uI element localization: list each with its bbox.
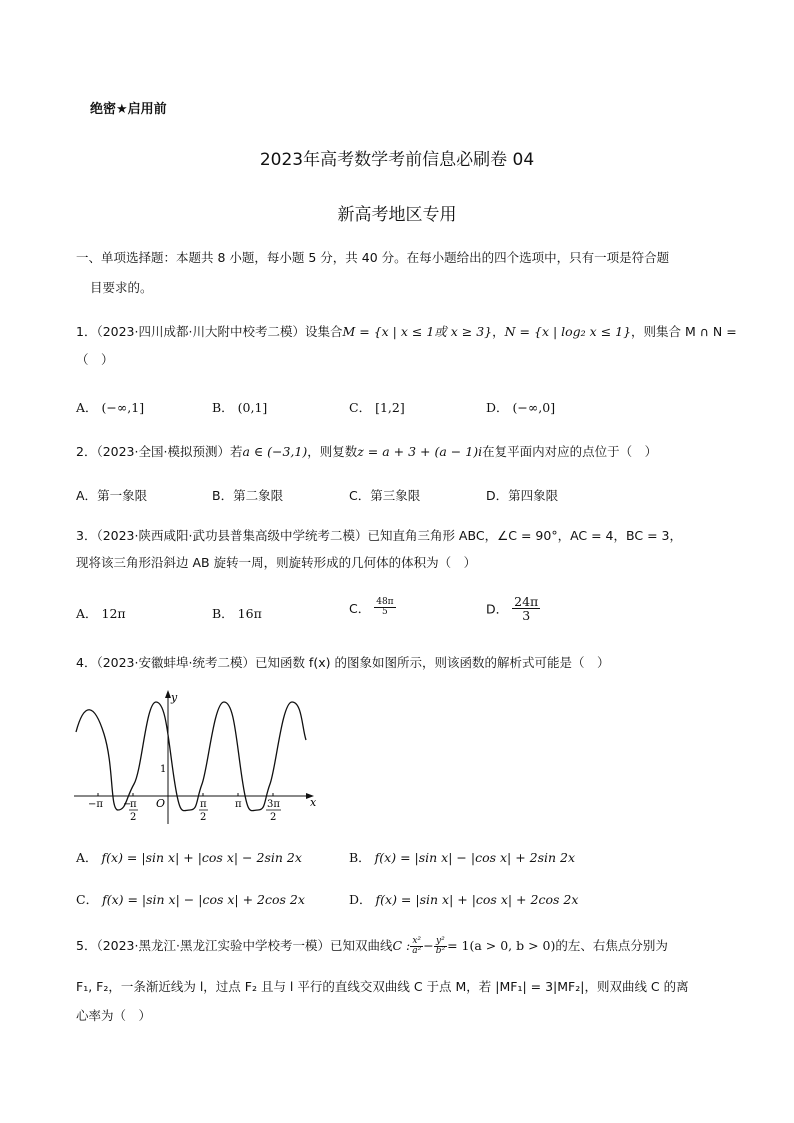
option-fraction [374,598,395,618]
option-label: A． [76,488,98,503]
option-label: C． [349,600,371,616]
option-label: D． [486,400,509,415]
option-text: f(x) = |sin x| − |cos x| + 2sin 2x [374,850,576,865]
option-b [212,486,283,504]
option-a [76,486,147,504]
fraction-numerator: y² [434,937,447,947]
option-label: A． [76,606,98,621]
fraction-denominator: 3 [522,608,531,624]
separator: ， [492,324,505,339]
option-fraction [512,595,540,622]
option-a [76,398,144,416]
option-text: [1,2] [375,400,405,415]
answer-paren: （ ） [76,352,114,367]
function-curve [76,702,306,811]
option-text: 12π [101,606,126,621]
fraction-denominator: a² [412,946,422,956]
question-5-line2: F₁, F₂，一条渐近线为 l，过点 F₂ 且与 l 平行的直线交双曲线 C 于点 M，若 |MF₁| = 3|MF₂|，则双曲线 C 的离 [76,979,689,994]
option-label: C． [349,488,371,503]
option-label: B． [349,850,371,865]
tick-label-neg-half-pi-den: 2 [130,812,137,823]
option-c [349,598,396,618]
option-c [76,890,305,908]
option-label: D． [486,601,509,617]
question-tail: ，则集合 M ∩ N = [631,324,737,339]
tick-label-3half-pi-den: 2 [270,812,277,823]
option-label: D． [349,892,372,907]
option-text: 第二象限 [233,488,284,503]
tick-label-pi: π [235,799,242,810]
option-d [486,595,540,622]
fraction-numerator: x² [410,937,423,947]
option-label: B． [212,606,234,621]
set-m-expression: M = {x | x ≤ 1或 x ≥ 3} [342,324,493,339]
fraction-y [434,937,447,957]
option-d [486,398,555,416]
option-label: B． [212,400,234,415]
tick-label-neg-half-pi-num: π [130,799,137,810]
tick-label-neg-half-pi-sign: − [123,799,132,810]
function-graph [70,688,330,828]
option-b [212,604,262,622]
question-text: ，则复数 [307,444,358,459]
secrecy-label: 绝密★启用前 [90,102,167,117]
question-5-line3: 心率为（ ） [76,1008,152,1023]
fraction-denominator: b² [435,946,446,956]
question-number: 1． [76,324,97,339]
question-5: 5．（2023·黑龙江·黑龙江实验中学校考一模）已知双曲线C : $\frac{\text{x²}}{\text{a²}}$ − $\frac{\text{y²}}{\text{b²}}$ = 1(a > 0, b > 0)的左、右焦点分别为 [76,935,668,956]
option-d [486,486,558,504]
option-text: 第三象限 [370,488,421,503]
question-4 [76,653,609,673]
option-text: f(x) = |sin x| + |cos x| + 2cos 2x [375,892,579,907]
option-a [76,604,126,622]
fraction-numerator: 24π [514,594,539,609]
option-b [349,848,575,866]
option-label: C． [349,400,372,415]
option-text: 第一象限 [97,488,148,503]
question-1 [76,322,737,342]
question-source: （2023·黑龙江·黑龙江实验中学校考一模）已知双曲线 [96,938,393,953]
option-text: f(x) = |sin x| + |cos x| − 2sin 2x [101,850,302,865]
tick-label-half-pi-den: 2 [200,812,207,823]
complex-expression: z = a + 3 + (a − 1)i [357,444,483,459]
question-number: 4． [76,655,97,670]
option-text: 第四象限 [508,488,559,503]
option-text: 16π [237,606,262,621]
condition-expression: a ∈ (−3,1) [242,444,308,459]
y-one-label: 1 [160,764,167,775]
origin-label: O [156,797,166,810]
fraction-numerator: 48π [376,597,394,607]
question-number: 2． [76,444,97,459]
question-text: （2023·陕西咸阳·武功县普集高级中学统考二模）已知直角三角形 ABC，∠C = 90°，AC = 4，BC = 3， [96,528,682,543]
option-a [76,848,302,866]
hyperbola-condition: = 1(a > 0, b > 0) [447,938,556,953]
page-title: 2023年高考数学考前信息必刷卷 04 [259,150,535,170]
x-axis-label: x [310,796,317,809]
y-axis-label: y [171,691,178,704]
option-label: A． [76,400,98,415]
section-heading-line2: 目要求的。 [90,280,153,295]
option-c [349,398,405,416]
option-label: C． [76,892,99,907]
option-text: (−∞,1] [101,400,145,415]
question-2 [76,442,657,462]
fraction-denominator: 5 [382,607,388,618]
fraction-x [410,937,423,957]
option-label: A． [76,850,98,865]
question-number: 3． [76,528,97,543]
question-3 [76,526,682,546]
question-3-line2: 现将该三角形沿斜边 AB 旋转一周，则旋转形成的几何体的体积为（ ） [76,555,477,570]
question-text: 的左、右焦点分别为 [555,938,668,953]
question-number: 5． [76,938,97,953]
option-label: B． [212,488,234,503]
tick-label-half-pi-num: π [200,799,207,810]
option-c [349,486,420,504]
option-text: f(x) = |sin x| − |cos x| + 2cos 2x [102,892,305,907]
question-tail: 在复平面内对应的点位于（ ） [482,444,658,459]
option-label: D． [486,488,509,503]
tick-label-neg-pi: −π [88,799,103,810]
question-source: （2023·四川成都·川大附中校考二模）设集合 [96,324,343,339]
option-text: (−∞,0] [512,400,556,415]
curve-label: C : [392,938,411,953]
set-n-expression: N = {x | log₂ x ≤ 1} [504,324,632,339]
option-b [212,398,267,416]
option-d [349,890,578,908]
tick-label-3half-pi-num: 3π [267,799,280,810]
question-text: （2023·安徽蚌埠·统考二模）已知函数 f(x) 的图象如图所示，则该函数的解析式可能是（ ） [96,655,610,670]
question-source: （2023·全国·模拟预测）若 [96,444,243,459]
page-subtitle: 新高考地区专用 [337,205,457,225]
section-heading-line1: 一、单项选择题：本题共 8 小题，每小题 5 分，共 40 分。在每小题给出的四个选项中，只有一项是符合题 [76,250,670,265]
option-text: (0,1] [237,400,268,415]
